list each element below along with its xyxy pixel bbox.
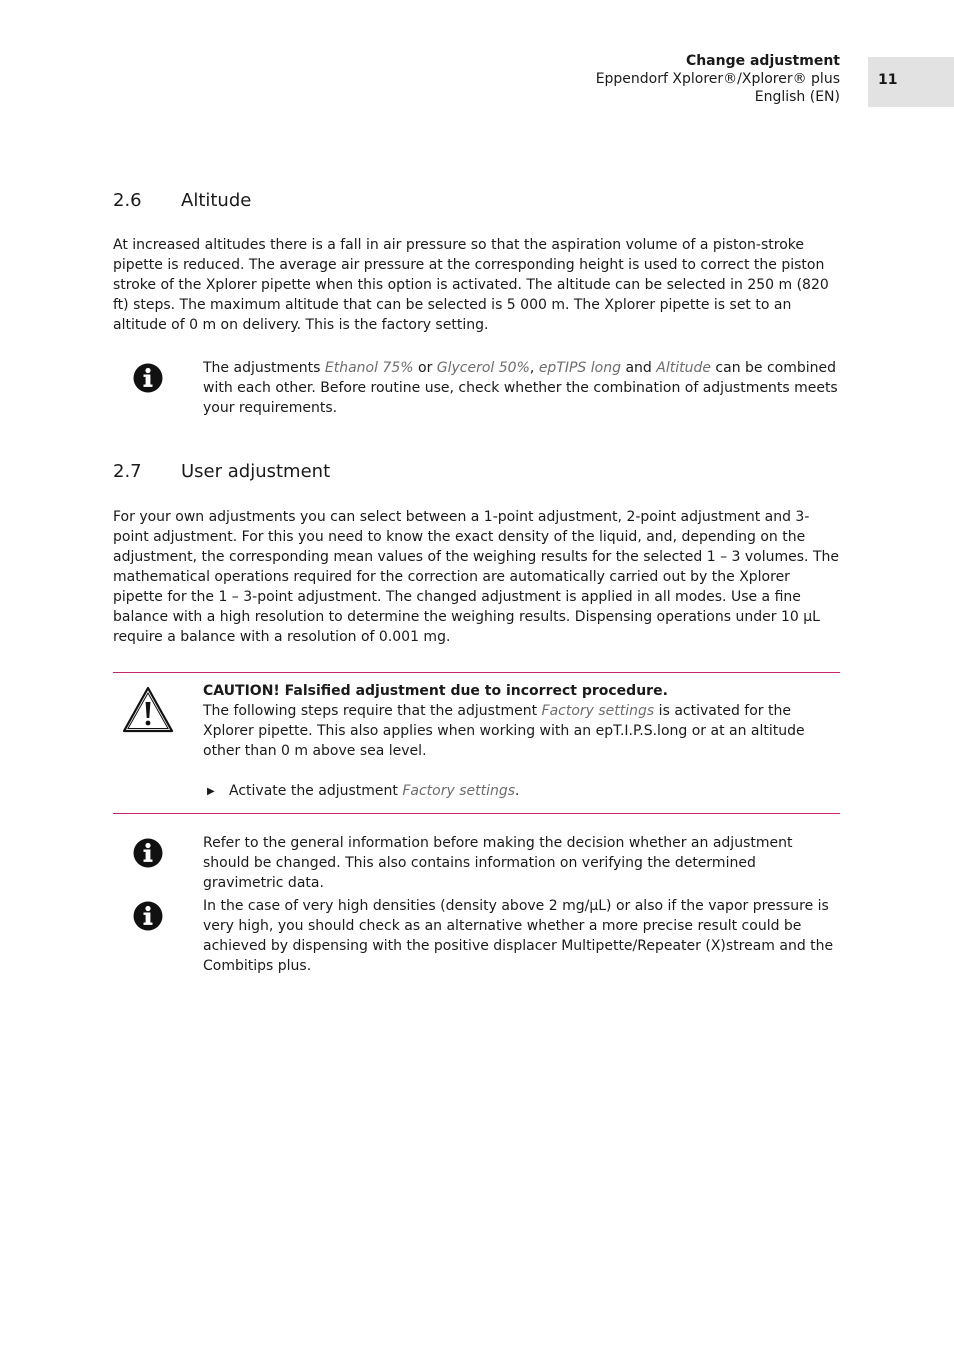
note-text: or: [413, 360, 437, 376]
caution-text: [203, 701, 840, 761]
step-text: Activate the adjustment: [229, 783, 403, 799]
section-number: 2.6: [113, 190, 142, 211]
section-heading-user-adjustment: [113, 461, 330, 483]
caution-title: CAUTION! Falsified adjustment due to incorrect procedure.: [203, 683, 668, 699]
caution-text-part: The following steps require that the adjustment: [203, 703, 542, 719]
adjustment-factory-settings: Factory settings: [402, 783, 516, 799]
user-adjustment-paragraph: For your own adjustments you can select between a 1-point adjustment, 2-point adjustment and 3-point adjustment. For this you need to know the exact density of the liquid, and, depending on the adjustment, the corresponding mean values of the weighing results for the selected 1 – 3 volumes. The mathematical operations required for the correction are automatically carried out by the Xplorer pipette for the 1 – 3-point adjustment. The changed adjustment is applied in all modes. Use a fine balance with a high resolution to determine the weighing results. Dispensing operations under 10 µL require a balance with a resolution of 0.001 mg.: [113, 509, 839, 645]
note-combined-adjustments: [203, 358, 840, 418]
running-header: [596, 52, 840, 106]
header-product: Eppendorf Xplorer®/Xplorer® plus: [595, 71, 840, 87]
note-text: can be combined with each other. Before routine use, check whether the combination of adjustments meets your requirements.: [203, 360, 838, 416]
section-title: Altitude: [181, 190, 252, 211]
note-text: and: [621, 360, 657, 376]
note-high-densities: In the case of very high densities (density above 2 mg/µL) or also if the vapor pressure is very high, you should check as an alternative whether a more precise result could be achieved by dispensing with the positive displacer Multipette/Repeater (X)stream and the Combitips plus.: [203, 898, 834, 974]
info-icon: [133, 363, 163, 393]
section-heading-altitude: [113, 190, 251, 212]
info-icon: [133, 838, 163, 868]
altitude-paragraph: At increased altitudes there is a fall in air pressure so that the aspiration volume of a piston-stroke pipette is reduced. The average air pressure at the corresponding height is used to correct the piston stroke of the Xplorer pipette when this option is activated. The altitude can be selected in 250 m (820 ft) steps. The maximum altitude that can be selected is 5 000 m. The Xplorer pipette is set to an altitude of 0 m on delivery. This is the factory setting.: [113, 237, 829, 333]
adjustment-factory-settings: Factory settings: [541, 703, 655, 719]
adjustment-glycerol: Glycerol 50%: [436, 360, 530, 376]
section-number: 2.7: [113, 461, 142, 482]
header-language: English (EN): [754, 89, 840, 105]
triangle-right-icon: ▶: [207, 786, 215, 797]
section-title: User adjustment: [181, 461, 331, 482]
caution-content: [203, 681, 840, 802]
adjustment-eptips-long: epTIPS long: [538, 360, 621, 376]
caution-text-part: is activated for the Xplorer pipette. This also applies when working with an epT.I.P.S.long or at an altitude other than 0 m above sea level.: [203, 703, 805, 759]
note-text: The adjustments: [203, 360, 325, 376]
caution-step: [207, 781, 840, 802]
note-text: ,: [529, 360, 539, 376]
header-chapter: Change adjustment: [685, 53, 840, 69]
caution-top-rule: [113, 672, 840, 673]
caution-bottom-rule: [113, 813, 840, 814]
info-icon: [133, 901, 163, 931]
page-number: 11: [878, 72, 898, 88]
page-number-tab: [868, 57, 954, 107]
adjustment-ethanol: Ethanol 75%: [324, 360, 414, 376]
warning-triangle-icon: [122, 686, 174, 733]
step-text: .: [515, 783, 520, 799]
adjustment-altitude: Altitude: [656, 360, 711, 376]
note-general-information: Refer to the general information before making the decision whether an adjustment should be changed. This also contains information on verifying the determined gravimetric data.: [203, 835, 793, 891]
